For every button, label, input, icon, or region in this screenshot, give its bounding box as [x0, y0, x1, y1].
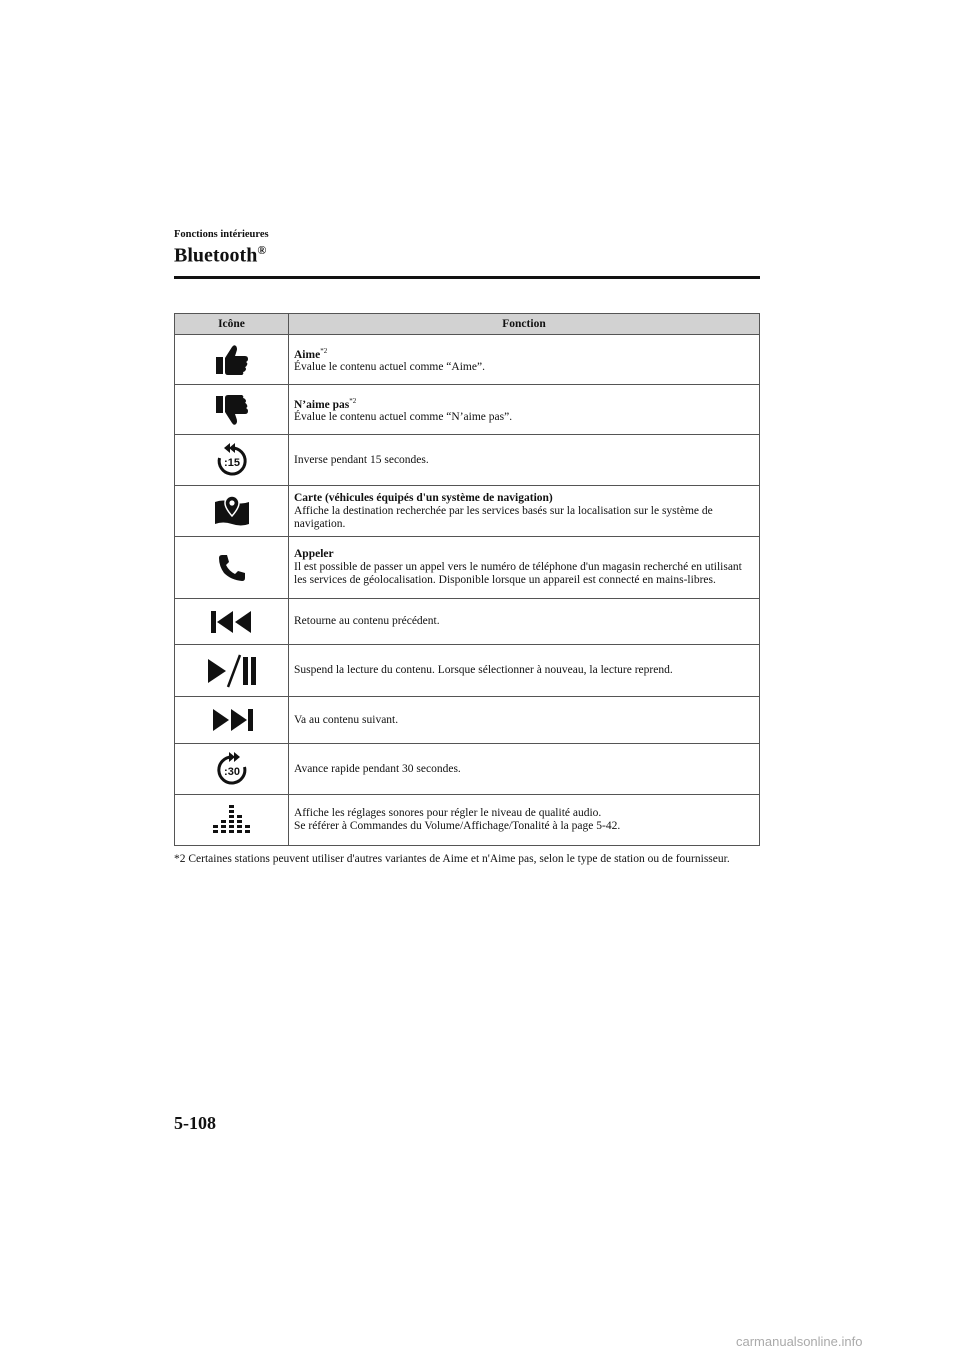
icon-cell [175, 697, 289, 744]
forward-30-label: :30 [223, 766, 240, 778]
table-row [175, 645, 760, 697]
rewind-15-icon [215, 443, 249, 477]
footnote-ref: *2 [320, 346, 328, 355]
icon-cell [175, 486, 289, 537]
icon-cell [175, 795, 289, 846]
function-name: Carte (véhicules équipés d'un système de navigation) [294, 491, 553, 504]
icon-cell [175, 599, 289, 645]
column-header-function: Fonction [289, 314, 760, 335]
function-cell [289, 599, 760, 645]
phone-icon [216, 552, 248, 584]
table-row [175, 486, 760, 537]
rewind-15-label: :15 [223, 457, 240, 469]
map-icon [212, 494, 252, 528]
title-rule [174, 276, 760, 279]
icon-cell [175, 645, 289, 697]
function-name-text: Aime [294, 348, 321, 361]
previous-track-icon [209, 609, 255, 635]
thumbs-down-icon [214, 394, 250, 426]
table-row [175, 385, 760, 435]
watermark: carmanualsonline.info [736, 1334, 863, 1349]
function-cell [289, 486, 760, 537]
function-cell [289, 385, 760, 435]
function-cell [289, 744, 760, 795]
thumbs-up-icon [214, 344, 250, 376]
next-track-icon [209, 707, 255, 733]
function-description: Retourne au contenu précédent. [294, 615, 440, 627]
icon-cell [175, 744, 289, 795]
function-cell [289, 435, 760, 486]
page-title [174, 243, 266, 268]
function-cell [289, 697, 760, 744]
table-row [175, 335, 760, 385]
page-title-text: Bluetooth [174, 244, 258, 267]
function-name [294, 395, 751, 412]
footnote-ref: *2 [349, 396, 357, 405]
function-description: Va au contenu suivant. [294, 713, 399, 726]
function-cell [289, 645, 760, 697]
function-description: Affiche la destination recherchée par les services basés sur la localisation sur le système de navigation. [294, 504, 713, 530]
function-description: Suspend la lecture du contenu. Lorsque sélectionner à nouveau, la lecture reprend. [294, 664, 673, 676]
function-description: Évalue le contenu actuel comme “Aime”. [294, 361, 485, 374]
section-label: Fonctions intérieures [174, 229, 269, 240]
function-cell [289, 335, 760, 385]
table-row [175, 744, 760, 795]
registered-mark: ® [257, 243, 267, 257]
play-pause-icon [206, 653, 258, 689]
function-cell [289, 537, 760, 599]
icon-cell [175, 385, 289, 435]
icon-cell [175, 537, 289, 599]
table-row [175, 697, 760, 744]
table-row [175, 435, 760, 486]
icon-function-table [174, 313, 760, 846]
function-name [294, 345, 751, 362]
page-number: 5-108 [174, 1113, 216, 1133]
table-row [175, 795, 760, 846]
function-description: Il est possible de passer un appel vers le numéro de téléphone d'un magasin recherché en utilisant les services de géolocalisation. Disponible lorsque un appareil est connecté en mains-libres. [294, 561, 742, 586]
function-cell [289, 795, 760, 846]
function-description: Inverse pendant 15 secondes. [294, 453, 429, 466]
equalizer-icon [211, 803, 253, 837]
function-description: Évalue le contenu actuel comme “N’aime pas”. [294, 411, 513, 424]
table-header-row [175, 314, 760, 335]
footnote: *2 Certaines stations peuvent utiliser d'autres variantes de Aime et n'Aime pas, selon le type de station ou de fournisseur. [174, 853, 730, 865]
table-row [175, 537, 760, 599]
column-header-icon: Icône [175, 314, 289, 335]
function-name: Appeler [294, 548, 334, 560]
function-description: Affiche les réglages sonores pour régler le niveau de qualité audio. Se référer à Commandes du Volume/Affichage/Tonalité à la page 5-42. [294, 807, 621, 832]
function-description: Avance rapide pendant 30 secondes. [294, 762, 461, 775]
table-row [175, 599, 760, 645]
icon-cell [175, 435, 289, 486]
icon-cell [175, 335, 289, 385]
forward-30-icon [215, 752, 249, 786]
function-name-text: N’aime pas [294, 398, 350, 411]
